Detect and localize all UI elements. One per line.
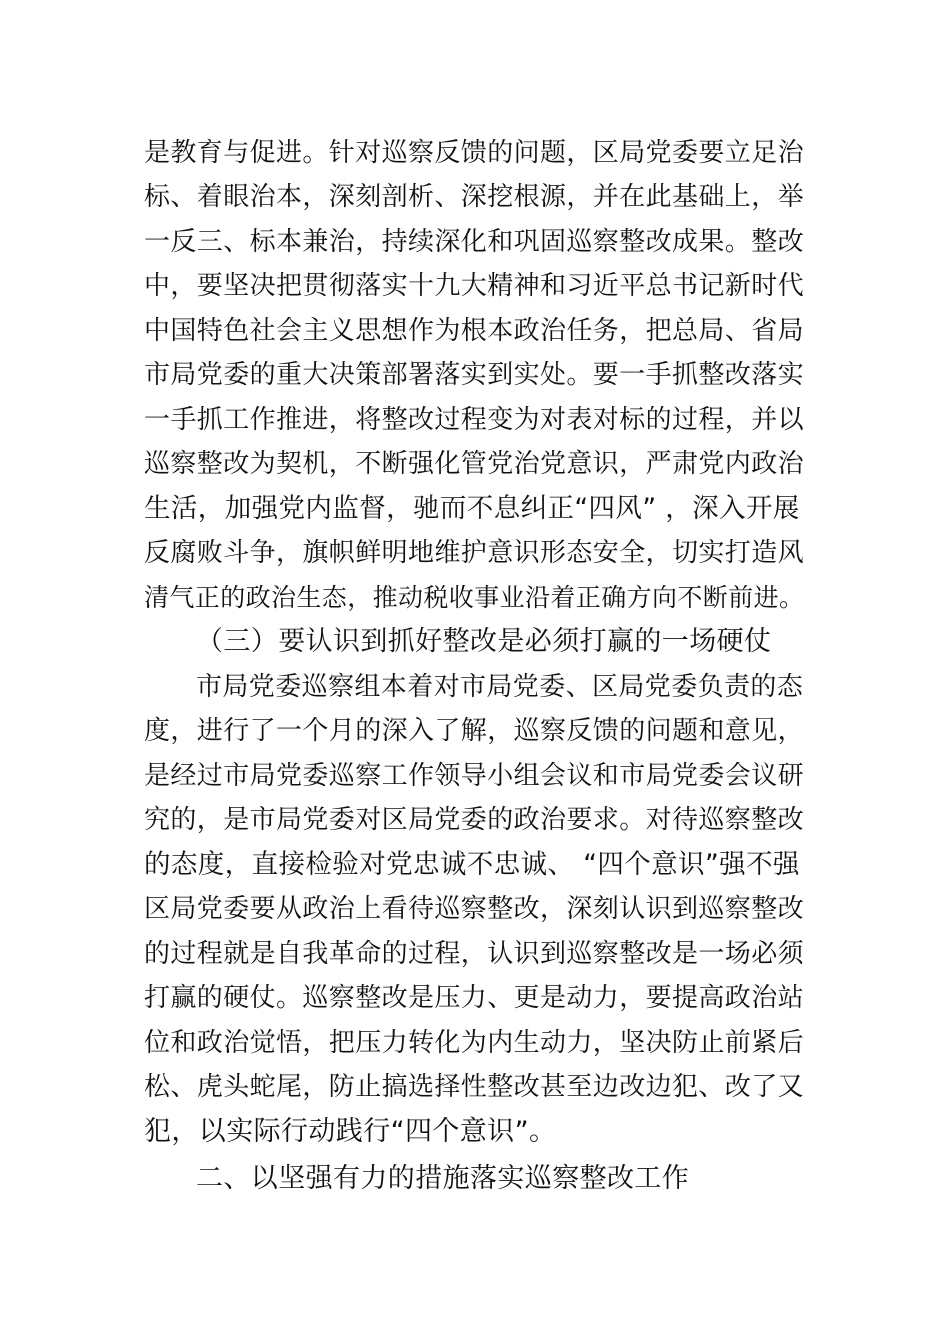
text-line: 松、虎头蛇尾，防止搞选择性整改甚至边改边犯、改了又 — [144, 1072, 805, 1102]
text-line: 犯，以实际行动践行“四个意识”。 — [144, 1116, 557, 1147]
text-line: 的态度，直接检验对党忠诚不忠诚、 “四个意识”强不强 — [144, 849, 800, 880]
text-line: 是经过市局党委巡察工作领导小组会议和市局党委会议研 — [144, 761, 805, 791]
text-line: 市局党委的重大决策部署落实到实处。要一手抓整改落实 — [144, 360, 805, 390]
text-line: 清气正的政治生态，推动税收事业沿着正确方向不断前进。 — [144, 583, 805, 612]
section-heading: 二、以坚强有力的措施落实巡察整改工作 — [196, 1163, 690, 1194]
text-line: 一反三、标本兼治，持续深化和巩固巡察整改成果。整改 — [144, 227, 805, 257]
text-line: 度，进行了一个月的深入了解，巡察反馈的问题和意见， — [144, 716, 805, 746]
text-line: 中，要坚决把贯彻落实十九大精神和习近平总书记新时代 — [144, 271, 805, 301]
text-line: 究的，是市局党委对区局党委的政治要求。对待巡察整改 — [144, 805, 805, 835]
text-line: 是教育与促进。针对巡察反馈的问题，区局党委要立足治 — [144, 138, 805, 168]
text-line: 一手抓工作推进，将整改过程变为对表对标的过程，并以 — [144, 405, 805, 435]
text-line: 打赢的硬仗。巡察整改是压力、更是动力，要提高政治站 — [144, 983, 805, 1013]
text-line: 反腐败斗争，旗帜鲜明地维护意识形态安全，切实打造风 — [144, 538, 805, 568]
text-line: 区局党委要从政治上看待巡察整改，深刻认识到巡察整改 — [144, 894, 805, 924]
text-line: 中国特色社会主义思想作为根本政治任务，把总局、省局 — [144, 316, 805, 346]
text-line: 位和政治觉悟，把压力转化为内生动力，坚决防止前紧后 — [144, 1028, 805, 1058]
text-line: 市局党委巡察组本着对市局党委、区局党委负责的态 — [196, 672, 804, 702]
text-line: 标、着眼治本，深刻剖析、深挖根源，并在此基础上，举 — [144, 182, 805, 212]
section-heading: （三）要认识到抓好整改是必须打赢的一场硬仗 — [196, 626, 772, 657]
text-line: 生活，加强党内监督，驰而不息纠正“四风” ，深入开展 — [144, 493, 800, 524]
text-line: 的过程就是自我革命的过程，认识到巡察整改是一场必须 — [144, 939, 805, 969]
text-line: 巡察整改为契机，不断强化管党治党意识，严肃党内政治 — [144, 449, 805, 479]
